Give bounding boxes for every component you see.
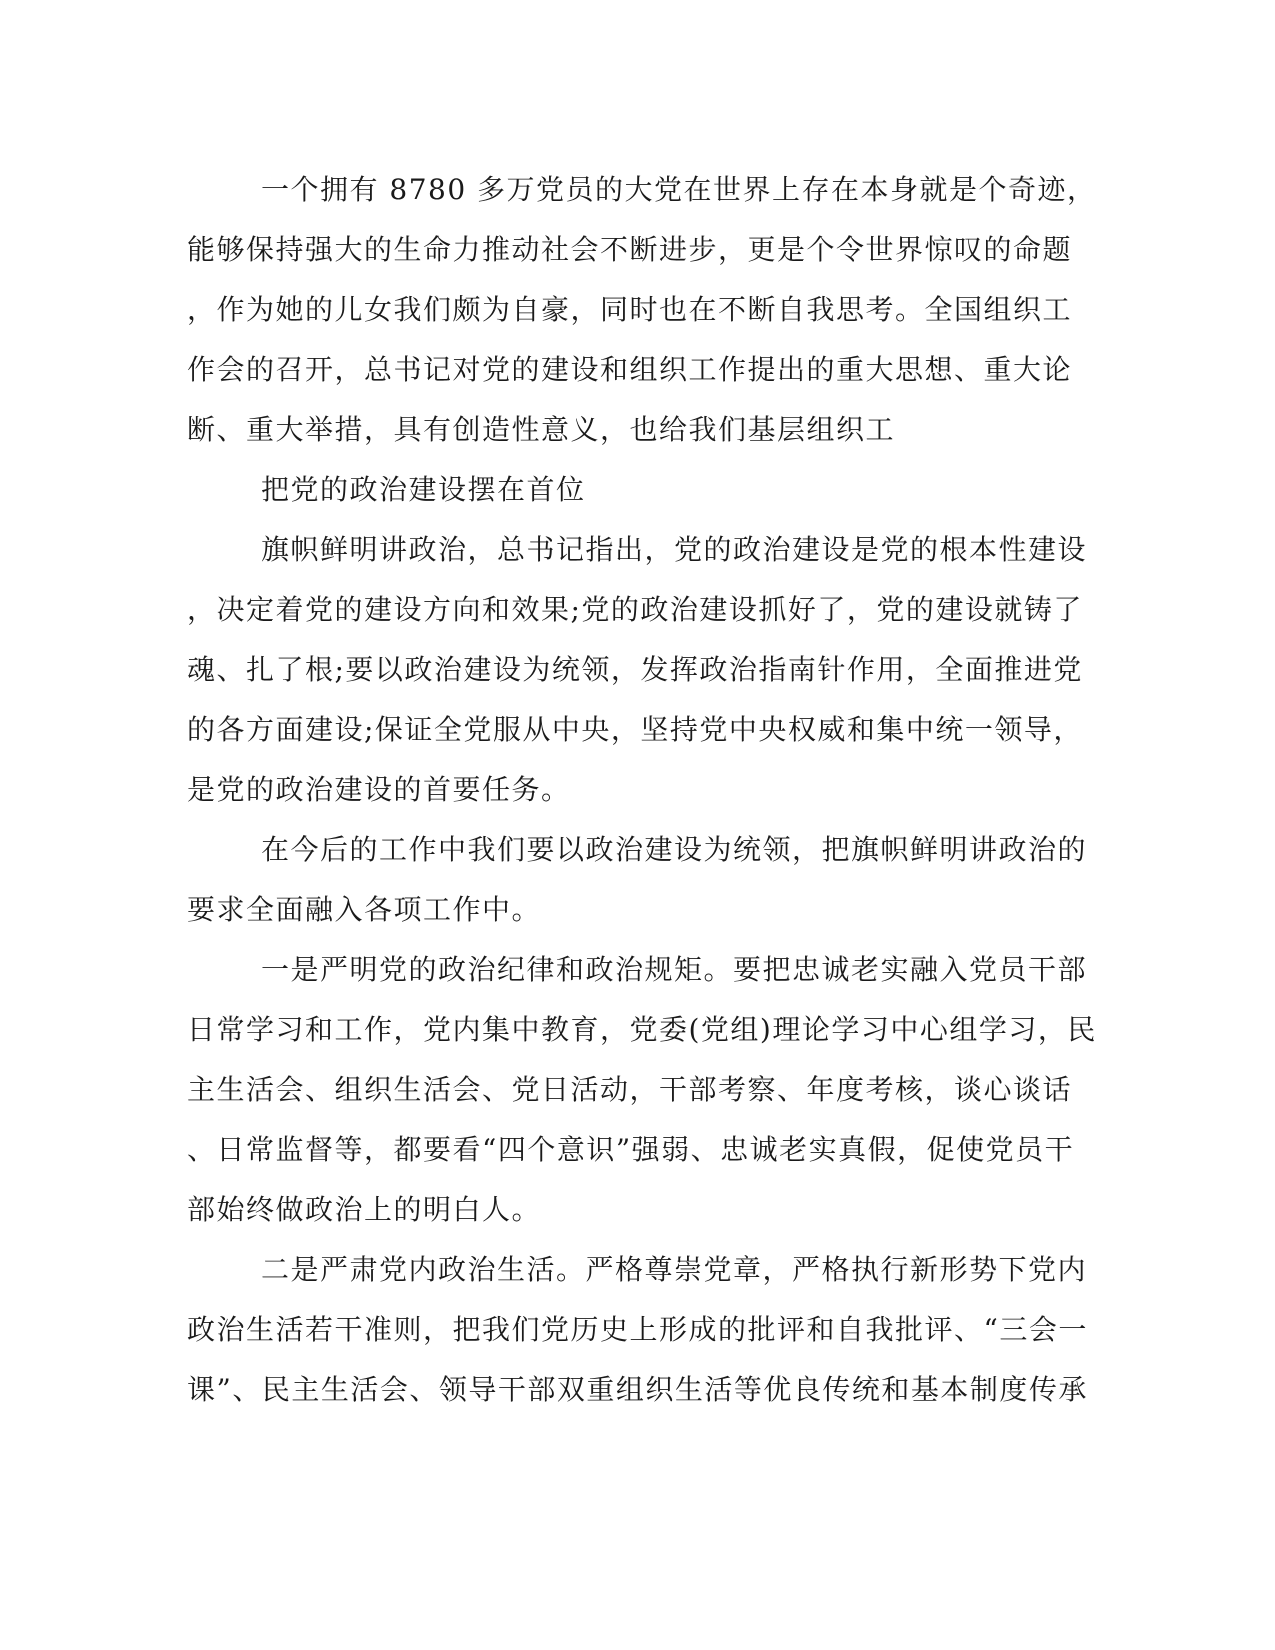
paragraph-future-work [187, 820, 1088, 940]
text-line: 课”、民主生活会、领导干部双重组织生活等优良传统和基本制度传承 [187, 1373, 1088, 1406]
paragraph-point-one [187, 940, 1097, 1240]
text-line: 、日常监督等，都要看“四个意识”强弱、忠诚老实真假，促使党员干 [187, 1133, 1075, 1166]
text-line: 魂、扎了根;要以政治建设为统领，发挥政治指南针作用，全面推进党 [187, 653, 1083, 686]
paragraph-point-two [187, 1240, 1088, 1420]
paragraph-intro [187, 160, 1097, 460]
text-line: ，决定着党的建设方向和效果;党的政治建设抓好了，党的建设就铸了 [187, 593, 1083, 626]
text-line: 一个拥有 8780 多万党员的大党在世界上存在本身就是个奇迹， [261, 173, 1097, 206]
text-line: 部始终做政治上的明白人。 [187, 1193, 542, 1226]
text-line: 在今后的工作中我们要以政治建设为统领，把旗帜鲜明讲政治的 [261, 833, 1088, 866]
text-line: 能够保持强大的生命力推动社会不断进步，更是个令世界惊叹的命题 [187, 233, 1073, 266]
paragraph-political-building [187, 520, 1088, 820]
text-line: 断、重大举措，具有创造性意义，也给我们基层组织工 [187, 413, 896, 446]
text-line: 一是严明党的政治纪律和政治规矩。要把忠诚老实融入党员干部 [261, 953, 1088, 986]
text-line: 旗帜鲜明讲政治，总书记指出，党的政治建设是党的根本性建设 [261, 533, 1088, 566]
text-line: 主生活会、组织生活会、党日活动，干部考察、年度考核，谈心谈话 [187, 1073, 1073, 1106]
text-line: 政治生活若干准则，把我们党历史上形成的批评和自我批评、“三会一 [187, 1313, 1088, 1346]
heading-line: 把党的政治建设摆在首位 [261, 473, 586, 506]
text-line: 是党的政治建设的首要任务。 [187, 773, 571, 806]
text-line: 要求全面融入各项工作中。 [187, 893, 542, 926]
document-body [187, 160, 1097, 1420]
text-line: 日常学习和工作，党内集中教育，党委(党组)理论学习中心组学习，民 [187, 1013, 1097, 1046]
text-line: 作会的召开，总书记对党的建设和组织工作提出的重大思想、重大论 [187, 353, 1073, 386]
text-line: 二是严肃党内政治生活。严格尊崇党章，严格执行新形势下党内 [261, 1253, 1088, 1286]
text-line: 的各方面建设;保证全党服从中央，坚持党中央权威和集中统一领导， [187, 713, 1083, 746]
text-line: ，作为她的儿女我们颇为自豪，同时也在不断自我思考。全国组织工 [187, 293, 1073, 326]
section-heading [187, 460, 1072, 520]
